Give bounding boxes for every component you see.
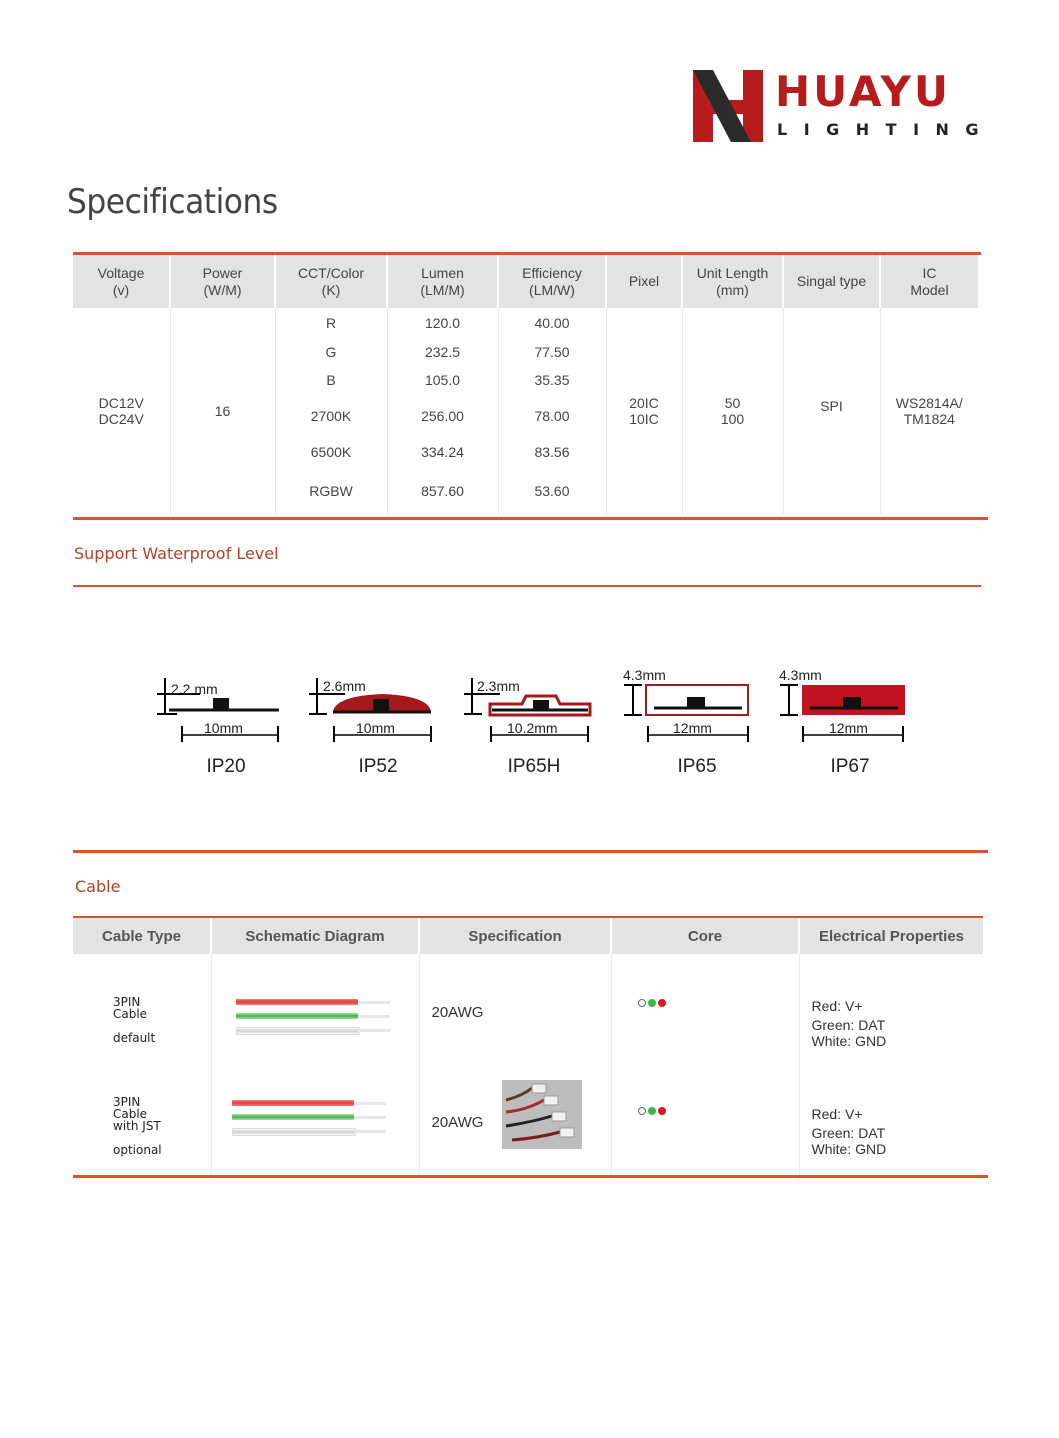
cable-type-line: 3PIN	[113, 1095, 141, 1109]
cable-spec: 20AWG	[431, 1114, 484, 1131]
header-schematic: Schematic Diagram	[211, 918, 419, 954]
cable-table	[73, 918, 983, 1179]
core-cell	[611, 954, 799, 1064]
ip52-diagram	[305, 672, 440, 782]
header-ic-model: IC Model	[880, 255, 978, 308]
cable-type-line: 3PIN	[113, 995, 141, 1009]
header-efficiency: Efficiency (LM/W)	[498, 255, 606, 308]
lumen-cell: 120.0 232.5 105.0 256.00 334.24 857.60	[387, 308, 498, 514]
page-title: Specifications	[67, 182, 278, 222]
ip67-height: 4.3mm	[779, 667, 822, 683]
cable-section-title: Cable	[75, 877, 121, 896]
ip65h-width: 10.2mm	[507, 720, 558, 736]
ip20-width: 10mm	[204, 720, 243, 736]
ip65-label: IP65	[677, 756, 717, 777]
pixel-cell: 20IC 10IC	[606, 308, 682, 514]
brand-name: HUAYU	[775, 67, 951, 116]
jst-connector-photo-icon	[502, 1080, 582, 1149]
schematic-cell	[211, 1064, 419, 1179]
header-specification: Specification	[419, 918, 611, 954]
ip20-height: 2.2 mm	[171, 681, 218, 697]
ip67-label: IP67	[830, 756, 870, 777]
waterproof-section-title: Support Waterproof Level	[74, 544, 279, 563]
cable-row-jst	[73, 1064, 983, 1179]
spec-table	[73, 255, 978, 514]
electrical-cell	[799, 1064, 983, 1179]
schematic-cell	[211, 954, 419, 1064]
ip65-height: 4.3mm	[623, 667, 666, 683]
divider	[73, 850, 988, 853]
ip65h-diagram	[460, 672, 595, 782]
prop-red: Red: V+	[811, 998, 863, 1014]
divider	[73, 1175, 988, 1178]
divider	[73, 585, 981, 587]
brand-logo	[693, 67, 996, 145]
prop-red: Red: V+	[811, 1106, 863, 1122]
ip20-label: IP20	[206, 756, 246, 777]
spec-cell	[419, 954, 611, 1064]
cable-note: default	[113, 1031, 156, 1045]
voltage-cell: DC12V DC24V	[73, 308, 170, 514]
ip65h-label: IP65H	[507, 756, 561, 777]
core-cell	[611, 1064, 799, 1179]
header-electrical: Electrical Properties	[799, 918, 983, 954]
brand-subtitle: LIGHTING	[777, 120, 996, 139]
prop-green: Green: DAT	[811, 1125, 886, 1141]
efficiency-cell: 40.00 77.50 35.35 78.00 83.56 53.60	[498, 308, 606, 514]
header-signal-type: Singal type	[783, 255, 880, 308]
header-cct: CCT/Color (K)	[275, 255, 387, 308]
signal-type-cell: SPI	[783, 308, 880, 514]
ip65-diagram	[620, 665, 755, 782]
header-voltage: Voltage (v)	[73, 255, 170, 308]
header-core: Core	[611, 918, 799, 954]
ip52-width: 10mm	[356, 720, 395, 736]
ip65h-height: 2.3mm	[477, 678, 520, 694]
spec-cell	[419, 1064, 611, 1179]
divider	[73, 517, 988, 520]
prop-white: White: GND	[811, 1033, 887, 1049]
cable-type-line: Cable	[113, 1107, 148, 1121]
cable-row-default	[73, 954, 983, 1064]
spec-header-row	[73, 255, 978, 308]
ip65-width: 12mm	[673, 720, 712, 736]
ip67-width: 12mm	[829, 720, 868, 736]
header-lumen: Lumen (LM/M)	[387, 255, 498, 308]
spec-data-row	[73, 308, 978, 514]
ic-model-cell: WS2814A/ TM1824	[895, 395, 963, 427]
cable-type-cell	[73, 1064, 211, 1179]
ip52-label: IP52	[358, 756, 398, 777]
cable-type-line: with JST	[113, 1119, 161, 1133]
cable-header-row	[73, 918, 983, 954]
ip67-diagram	[776, 665, 911, 782]
header-pixel: Pixel	[606, 255, 682, 308]
power-cell: 16	[170, 308, 275, 514]
cct-cell: R G B 2700K 6500K RGBW	[275, 308, 387, 514]
huayu-logo-mark-icon	[693, 70, 763, 142]
header-power: Power (W/M)	[170, 255, 275, 308]
electrical-cell	[799, 954, 983, 1064]
header-unit-length: Unit Length (mm)	[682, 255, 783, 308]
core-dots-icon	[638, 998, 668, 1008]
header-cable-type: Cable Type	[73, 918, 211, 954]
ip52-height: 2.6mm	[323, 678, 366, 694]
core-dots-icon	[638, 1106, 668, 1116]
unit-length-cell: 50 100	[682, 308, 783, 514]
prop-green: Green: DAT	[811, 1017, 886, 1033]
cable-note: optional	[113, 1143, 162, 1157]
cable-type-line: Cable	[113, 1007, 148, 1021]
prop-white: White: GND	[811, 1141, 887, 1157]
ip20-diagram	[155, 672, 285, 782]
cable-type-cell	[73, 954, 211, 1064]
cable-spec: 20AWG	[431, 1004, 484, 1021]
